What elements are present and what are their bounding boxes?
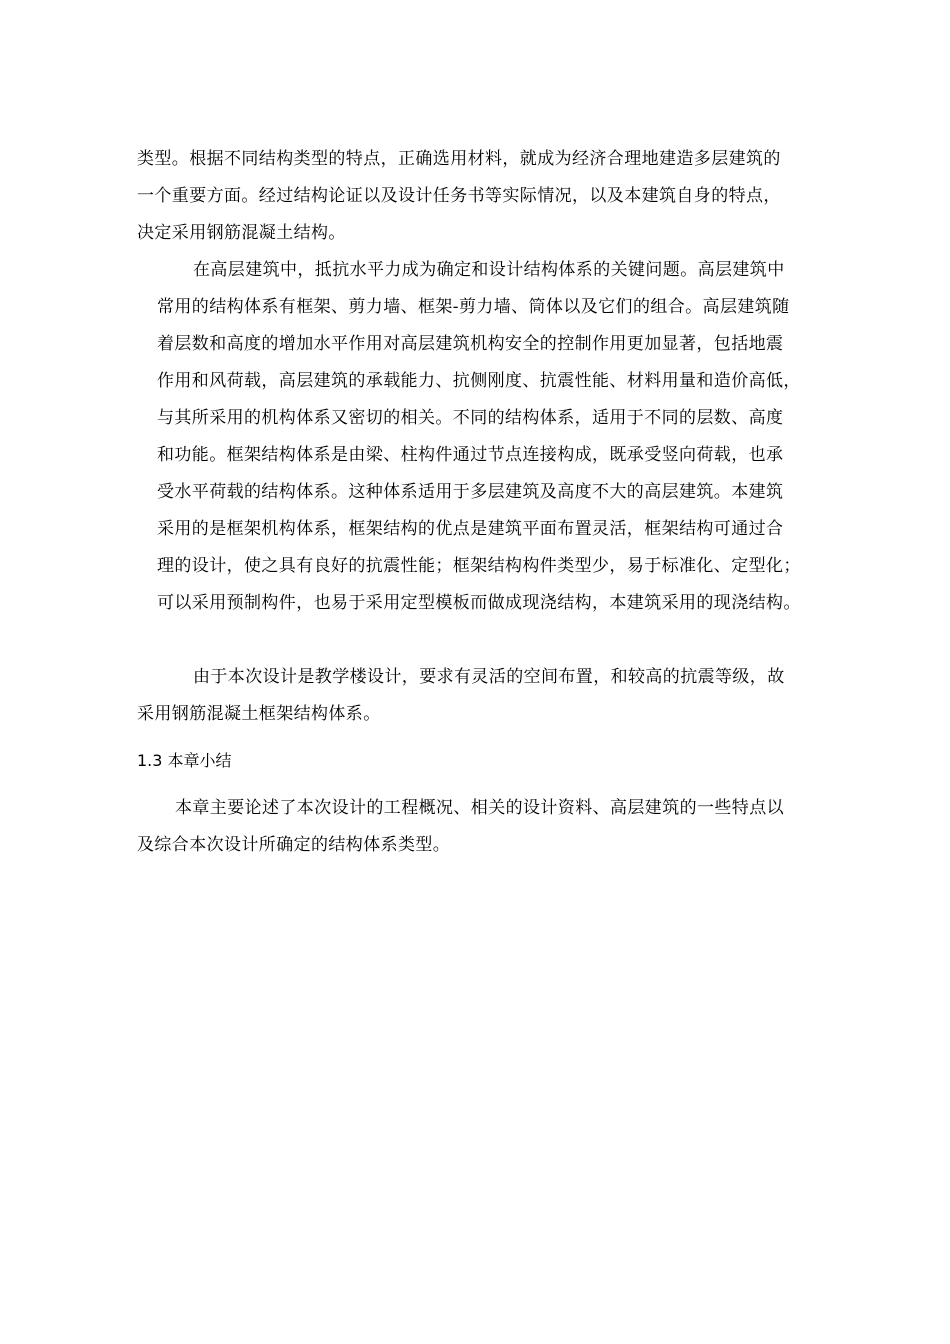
para2-line-7: 受水平荷载的结构体系。这种体系适用于多层建筑及高度不大的高层建筑。本建筑 xyxy=(157,482,784,502)
para1-line-2: 一个重要方面。经过结构论证以及设计任务书等实际情况，以及本建筑自身的特点， xyxy=(137,186,781,206)
para2-line-3: 着层数和高度的增加水平作用对高层建筑机构安全的控制作用更加显著，包括地震 xyxy=(157,334,784,354)
para1-line-1: 类型。根据不同结构类型的特点，正确选用材料，就成为经济合理地建造多层建筑的 xyxy=(137,149,781,169)
para2-line-1: 在高层建筑中，抵抗水平力成为确定和设计结构体系的关键问题。高层建筑中 xyxy=(193,260,785,280)
para1-line-3: 决定采用钢筋混凝土结构。 xyxy=(137,223,346,243)
para3-line-1: 由于本次设计是教学楼设计，要求有灵活的空间布置，和较高的抗震等级，故 xyxy=(193,667,785,687)
para2-line-10: 可以采用预制构件，也易于采用定型模板而做成现浇结构，本建筑采用的现浇结构。 xyxy=(157,593,801,613)
para3-line-2: 采用钢筋混凝土框架结构体系。 xyxy=(137,704,381,724)
para4-line-2: 及综合本次设计所确定的结构体系类型。 xyxy=(137,835,451,855)
para2-line-9: 理的设计，使之具有良好的抗震性能；框架结构构件类型少，易于标准化、定型化； xyxy=(157,556,801,576)
para2-line-8: 采用的是框架机构体系，框架结构的优点是建筑平面布置灵活，框架结构可通过合 xyxy=(157,519,784,539)
para2-line-2: 常用的结构体系有框架、剪力墙、框架-剪力墙、筒体以及它们的组合。高层建筑随 xyxy=(157,297,790,317)
para4-line-1: 本章主要论述了本次设计的工程概况、相关的设计资料、高层建筑的一些特点以 xyxy=(175,798,784,818)
para2-line-4: 作用和风荷载，高层建筑的承载能力、抗侧刚度、抗震性能、材料用量和造价高低， xyxy=(157,371,801,391)
section-heading: 1.3 本章小结 xyxy=(137,751,232,770)
para2-line-5: 与其所采用的机构体系又密切的相关。不同的结构体系，适用于不同的层数、高度 xyxy=(157,408,784,428)
para2-line-6: 和功能。框架结构体系是由梁、柱构件通过节点连接构成，既承受竖向荷载，也承 xyxy=(157,445,784,465)
